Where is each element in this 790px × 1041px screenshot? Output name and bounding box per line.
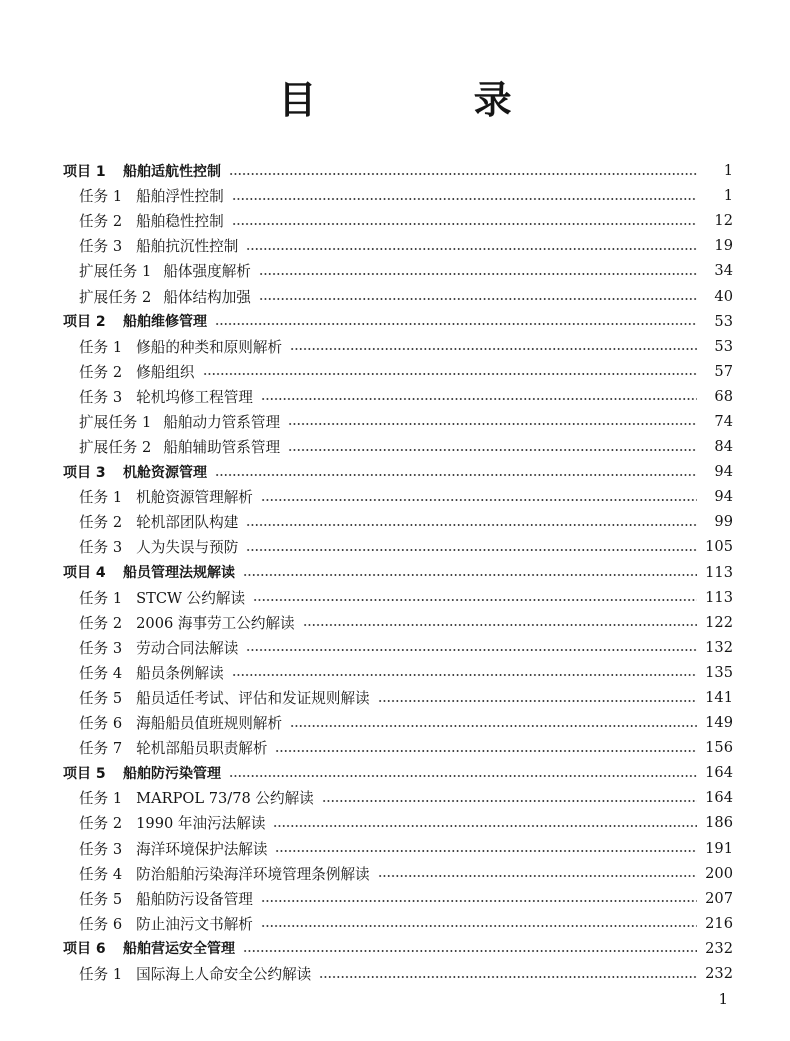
- toc-entry-title: 船舶稳性控制: [136, 213, 224, 231]
- toc-entry-title: 船舶维修管理: [123, 314, 207, 331]
- dot-leader: [261, 499, 697, 501]
- toc-task-entry[interactable]: [0, 810, 790, 835]
- dot-leader: [243, 950, 697, 952]
- toc-entry-number: 任务 2: [79, 514, 123, 532]
- toc-entry-number: 任务 1: [79, 188, 123, 206]
- toc-entry-number: 扩展任务 1: [79, 263, 152, 281]
- toc-project-entry[interactable]: [0, 760, 790, 785]
- toc-entry-page: 68: [714, 387, 733, 405]
- toc-entry-title: 船员适任考试、评估和发证规则解读: [136, 690, 370, 708]
- dot-leader: [319, 976, 697, 978]
- toc-entry-title: 船舶营运安全管理: [123, 941, 235, 958]
- toc-task-entry[interactable]: [0, 359, 790, 384]
- toc-entry-page: 74: [714, 412, 733, 430]
- dot-leader: [203, 373, 697, 375]
- toc-entry-title: 船舶动力管系管理: [163, 413, 281, 431]
- toc-entry-number: 任务 6: [79, 915, 123, 933]
- toc-entry-title: 海船船员值班规则解析: [136, 715, 283, 733]
- toc-entry-title: 海洋环境保护法解读: [136, 840, 268, 858]
- dot-leader: [246, 248, 697, 250]
- toc-entry-page: 132: [705, 638, 733, 656]
- toc-entry-page: 1: [723, 162, 733, 180]
- toc-entry-number: 任务 6: [79, 715, 123, 733]
- toc-entry-title: 船舶浮性控制: [136, 188, 224, 206]
- toc-entry-page: 232: [705, 965, 733, 983]
- toc-task-entry[interactable]: [0, 484, 790, 509]
- toc-entry-number: 任务 5: [79, 890, 123, 908]
- toc-task-entry[interactable]: [0, 735, 790, 760]
- dot-leader: [232, 198, 697, 200]
- toc-entry-page: 135: [705, 663, 733, 681]
- toc-entry-number: 扩展任务 2: [79, 439, 152, 457]
- toc-entry-number: 任务 1: [79, 489, 123, 507]
- toc-task-entry[interactable]: [0, 409, 790, 434]
- toc-task-entry[interactable]: [0, 258, 790, 283]
- toc-entry-number: 任务 3: [79, 388, 123, 406]
- toc-entry-title: 劳动合同法解读: [136, 639, 239, 657]
- dot-leader: [378, 875, 697, 877]
- toc-entry-title: 轮机坞修工程管理: [136, 388, 253, 406]
- toc-task-entry[interactable]: [0, 635, 790, 660]
- dot-leader: [288, 423, 697, 425]
- dot-leader: [261, 925, 697, 927]
- toc-entry-title: 防止油污文书解析: [136, 915, 253, 933]
- toc-entry-page: 191: [705, 839, 733, 857]
- toc-entry-page: 141: [705, 689, 733, 707]
- toc-task-entry[interactable]: [0, 660, 790, 685]
- toc-entry-page: 19: [714, 237, 733, 255]
- toc-entry-page: 84: [714, 438, 733, 456]
- toc-task-entry[interactable]: [0, 283, 790, 308]
- dot-leader: [229, 173, 697, 175]
- page-number: 1: [718, 990, 728, 1008]
- dot-leader: [275, 850, 697, 852]
- toc-entry-title: 机舱资源管理: [123, 464, 207, 481]
- toc-task-entry[interactable]: [0, 861, 790, 886]
- toc-entry-number: 项目 6: [63, 941, 106, 958]
- toc-entry-page: 122: [705, 613, 733, 631]
- toc-project-entry[interactable]: [0, 560, 790, 585]
- dot-leader: [303, 624, 697, 626]
- toc-entry-number: 任务 2: [79, 815, 123, 833]
- toc-entry-title: 国际海上人命安全公约解读: [136, 966, 312, 984]
- toc-entry-page: 34: [714, 262, 733, 280]
- toc-entry-number: 项目 3: [63, 464, 106, 481]
- toc-entry-title: 船体结构加强: [163, 288, 251, 306]
- toc-task-entry[interactable]: [0, 509, 790, 534]
- toc-task-entry[interactable]: [0, 334, 790, 359]
- dot-leader: [288, 449, 697, 451]
- toc-entry-page: 94: [714, 488, 733, 506]
- toc-entry-number: 任务 4: [79, 664, 123, 682]
- toc-entry-number: 任务 5: [79, 690, 123, 708]
- toc-entry-title: 2006 海事劳工公约解读: [136, 614, 295, 632]
- toc-task-entry[interactable]: [0, 961, 790, 986]
- dot-leader: [273, 825, 697, 827]
- toc-task-entry[interactable]: [0, 585, 790, 610]
- dot-leader: [232, 223, 697, 225]
- toc-task-entry[interactable]: [0, 233, 790, 258]
- toc-task-entry[interactable]: [0, 610, 790, 635]
- toc-entry-page: 113: [705, 563, 733, 581]
- toc-entry-title: 船舶适航性控制: [123, 163, 221, 180]
- toc-entry-number: 项目 4: [63, 565, 106, 582]
- dot-leader: [229, 775, 697, 777]
- toc-task-entry[interactable]: [0, 685, 790, 710]
- toc-entry-title: 修船的种类和原则解析: [136, 338, 283, 356]
- toc-project-entry[interactable]: [0, 459, 790, 484]
- toc-entry-number: 任务 1: [79, 338, 123, 356]
- toc-entry-number: 任务 3: [79, 539, 123, 557]
- toc-task-entry[interactable]: [0, 534, 790, 559]
- toc-entry-title: 船体强度解析: [163, 263, 251, 281]
- toc-entry-number: 任务 1: [79, 589, 123, 607]
- toc-entry-page: 149: [705, 714, 733, 732]
- toc-entry-number: 任务 1: [79, 966, 123, 984]
- toc-entry-title: 人为失误与预防: [136, 539, 239, 557]
- toc-entry-number: 项目 2: [63, 314, 106, 331]
- toc-entry-title: 轮机部船员职责解析: [136, 740, 268, 758]
- toc-task-entry[interactable]: [0, 710, 790, 735]
- toc-entry-page: 113: [705, 588, 733, 606]
- dot-leader: [261, 398, 697, 400]
- toc-task-entry[interactable]: [0, 183, 790, 208]
- toc-entry-page: 232: [705, 939, 733, 957]
- toc-entry-page: 99: [714, 513, 733, 531]
- toc-entry-number: 任务 4: [79, 865, 123, 883]
- dot-leader: [290, 348, 697, 350]
- toc-entry-number: 任务 2: [79, 614, 123, 632]
- toc-entry-title: 船员管理法规解读: [123, 565, 235, 582]
- toc-entry-page: 94: [714, 463, 733, 481]
- toc-entry-number: 项目 1: [63, 163, 106, 180]
- toc-entry-page: 186: [705, 814, 733, 832]
- dot-leader: [259, 273, 697, 275]
- toc-task-entry[interactable]: [0, 384, 790, 409]
- toc-task-entry[interactable]: [0, 886, 790, 911]
- toc-entry-page: 12: [714, 212, 733, 230]
- toc-entry-number: 任务 2: [79, 213, 123, 231]
- toc-task-entry[interactable]: [0, 434, 790, 459]
- toc-task-entry[interactable]: [0, 836, 790, 861]
- toc-entry-number: 任务 7: [79, 740, 123, 758]
- dot-leader: [275, 750, 697, 752]
- dot-leader: [232, 674, 697, 676]
- dot-leader: [246, 524, 697, 526]
- toc-entry-title: 1990 年油污法解读: [136, 815, 266, 833]
- toc-entry-title: 防治船舶污染海洋环境管理条例解读: [136, 865, 370, 883]
- toc-entry-number: 任务 1: [79, 790, 123, 808]
- dot-leader: [259, 298, 697, 300]
- toc-entry-page: 200: [705, 864, 733, 882]
- toc-project-entry[interactable]: [0, 309, 790, 334]
- dot-leader: [322, 800, 697, 802]
- toc-entry-number: 扩展任务 1: [79, 413, 152, 431]
- dot-leader: [243, 574, 697, 576]
- toc-entry-title: 修船组织: [136, 363, 195, 381]
- toc-task-entry[interactable]: [0, 785, 790, 810]
- toc-entry-page: 53: [714, 337, 733, 355]
- toc-entry-title: 船舶辅助管系管理: [163, 439, 281, 457]
- dot-leader: [246, 649, 697, 651]
- toc-entry-title: 船舶防污设备管理: [136, 890, 253, 908]
- toc-entry-page: 156: [705, 739, 733, 757]
- toc-entry-title: 机舱资源管理解析: [136, 489, 253, 507]
- toc-entry-page: 57: [714, 362, 733, 380]
- toc-entry-number: 项目 5: [63, 765, 106, 782]
- toc-entry-number: 任务 2: [79, 363, 123, 381]
- page-title: 目 录: [278, 78, 584, 122]
- toc-entry-page: 207: [705, 889, 733, 907]
- toc-entry-number: 任务 3: [79, 840, 123, 858]
- toc-entry-page: 53: [714, 312, 733, 330]
- dot-leader: [290, 725, 697, 727]
- toc-entry-title: MARPOL 73/78 公约解读: [136, 790, 314, 808]
- toc-entry-page: 105: [705, 538, 733, 556]
- dot-leader: [261, 900, 697, 902]
- toc-entry-page: 1: [723, 187, 733, 205]
- toc-entry-number: 任务 3: [79, 639, 123, 657]
- dot-leader: [253, 599, 697, 601]
- toc-entry-page: 216: [705, 914, 733, 932]
- toc-entry-page: 164: [705, 764, 733, 782]
- toc-entry-number: 任务 3: [79, 238, 123, 256]
- dot-leader: [378, 700, 697, 702]
- toc-entry-page: 164: [705, 789, 733, 807]
- toc-entry-title: 船舶防污染管理: [123, 765, 221, 782]
- toc-task-entry[interactable]: [0, 911, 790, 936]
- table-of-contents: [0, 158, 790, 986]
- dot-leader: [215, 474, 697, 476]
- toc-entry-number: 扩展任务 2: [79, 288, 152, 306]
- toc-entry-page: 40: [714, 287, 733, 305]
- toc-entry-title: 轮机部团队构建: [136, 514, 239, 532]
- toc-project-entry[interactable]: [0, 936, 790, 961]
- toc-entry-title: 船员条例解读: [136, 664, 224, 682]
- dot-leader: [246, 549, 697, 551]
- toc-entry-title: STCW 公约解读: [136, 589, 246, 607]
- toc-task-entry[interactable]: [0, 208, 790, 233]
- toc-entry-title: 船舶抗沉性控制: [136, 238, 239, 256]
- toc-project-entry[interactable]: [0, 158, 790, 183]
- dot-leader: [215, 323, 697, 325]
